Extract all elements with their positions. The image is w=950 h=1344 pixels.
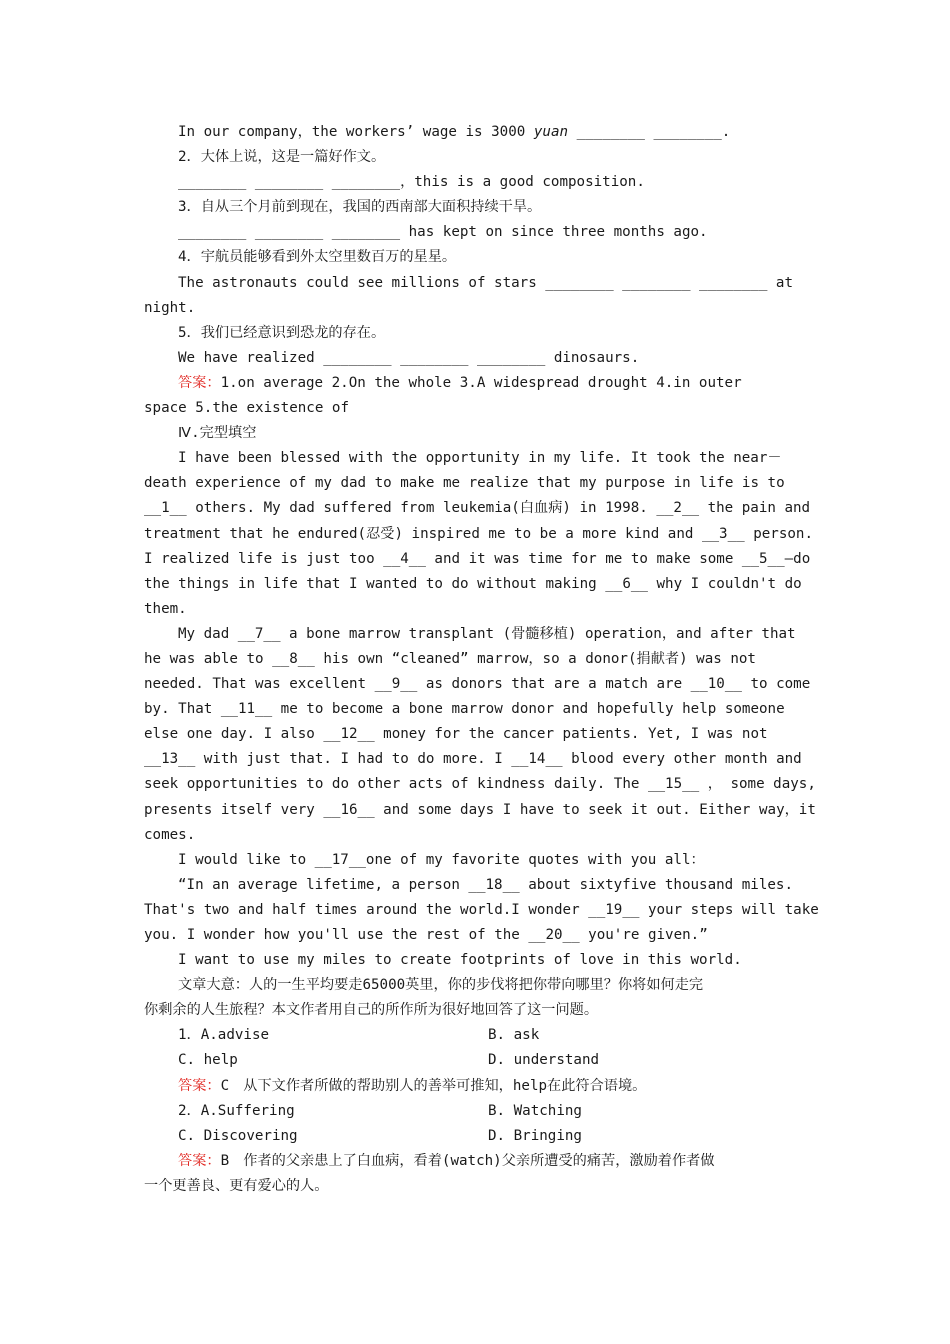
translation-answer-b: space 5.the existence of (144, 400, 349, 417)
cloze-p2-line: by. That __11__ me to become a bone marrow donor and hopefully help someone (144, 701, 785, 718)
cloze-p1-line: treatment that he endured(忍受) inspired me to be a more kind and __3__ person. (144, 525, 813, 542)
summary-line-b: 你剩余的人生旅程？本文作者用自己的所作所为很好地回答了这一问题。 (144, 1002, 599, 1019)
cloze-heading: Ⅳ.完型填空 (178, 425, 257, 442)
cloze-p2-line: he was able to __8__ his own “cleaned” marrow，so a donor(捐献者) was not (144, 650, 756, 667)
question-2-chinese: 2．大体上说，这是一篇好作文。 (178, 149, 386, 166)
question-2-options-cd (144, 1124, 808, 1149)
cloze-p1-line: I realized life is just too __4__ and it was time for me to make some __5__—do (144, 550, 811, 567)
cloze-p4-line: That's two and half times around the world.I wonder __19__ your steps will take (144, 901, 819, 918)
option-a: 1．A.advise (178, 1027, 270, 1044)
cloze-p1-line: death experience of my dad to make me realize that my purpose in life is to (144, 475, 785, 492)
summary-line-a: 文章大意：人的一生平均要走65000英里，你的步伐将把你带向哪里？你将如何走完 (178, 977, 704, 994)
answer-label: 答案： (178, 1077, 221, 1094)
answer-label: 答案： (178, 374, 221, 391)
cloze-p2-line: needed. That was excellent __9__ as donors that are a match are __10__ to come (144, 676, 811, 693)
question-1-options-ab (144, 1023, 808, 1048)
cloze-p1-line: them. (144, 600, 187, 617)
cloze-p1-line: the things in life that I wanted to do without making __6__ why I couldn't do (144, 575, 802, 592)
cloze-p2-line: My dad __7__ a bone marrow transplant (骨髓移植) operation，and after that (178, 625, 796, 642)
question-5-chinese: 5．我们已经意识到恐龙的存在。 (178, 324, 386, 341)
question-3-chinese: 3．自从三个月前到现在，我国的西南部大面积持续干旱。 (178, 199, 542, 216)
translation-answer-a: 答案：1.on average 2.On the whole 3.A widespread drought 4.in outer (178, 374, 742, 391)
cloze-p4-line: you. I wonder how you'll use the rest of the __20__ you're given.” (144, 927, 708, 943)
question-1-answer: 答案：C 从下文作者所做的帮助别人的善举可推知，help在此符合语境。 (178, 1077, 647, 1094)
question-2-answer-b: 一个更善良、更有爱心的人。 (144, 1177, 329, 1194)
question-2-options-ab (144, 1099, 808, 1124)
option-a: 2．A.Suffering (178, 1102, 295, 1119)
option-c: C. Discovering (178, 1127, 298, 1144)
cloze-p4-line: “In an average lifetime, a person __18__ about sixtyfive thousand miles. (178, 876, 793, 893)
cloze-p3-line: I would like to __17__one of my favorite quotes with you all： (178, 851, 705, 868)
option-b: B. ask (488, 1027, 540, 1044)
cloze-p2-line: seek opportunities to do other acts of kindness daily. The __15__ ， some days, (144, 776, 816, 793)
option-b: B. Watching (488, 1102, 582, 1119)
question-2-answer-a: 答案：B 作者的父亲患上了白血病，看着(watch)父亲所遭受的痛苦，激励着作者做 (178, 1152, 715, 1169)
cloze-p1-line: I have been blessed with the opportunity in my life. It took the near－ (178, 450, 782, 467)
option-d: D. understand (488, 1052, 600, 1069)
cloze-p5-line: I want to use my miles to create footprints of love in this world. (178, 952, 742, 969)
cloze-p1-line: __1__ others. My dad suffered from leukemia(白血病) in 1998. __2__ the pain and (144, 500, 811, 517)
question-1-options-cd (144, 1048, 808, 1073)
cloze-p2-line: else one day. I also __12__ money for the cancer patients. Yet, I was not (144, 726, 768, 743)
translation-line-1: In our company，the workers’ wage is 3000 yuan ________ ________. (178, 124, 731, 140)
question-5-english: We have realized ________ ________ ________ dinosaurs. (178, 349, 640, 366)
question-4-english-b: night. (144, 299, 196, 316)
option-c: C. help (178, 1052, 238, 1069)
question-2-english: ________ ________ ________，this is a good composition. (178, 174, 645, 191)
question-4-chinese: 4．宇航员能够看到外太空里数百万的星星。 (178, 249, 457, 266)
cloze-p2-line: comes. (144, 826, 196, 843)
yuan-italic: yuan (533, 124, 569, 140)
cloze-p2-line: __13__ with just that. I had to do more. I __14__ blood every other month and (144, 751, 802, 768)
document-page (144, 120, 819, 1199)
cloze-p2-line: presents itself very __16__ and some days I have to seek it out. Either way，it (144, 801, 816, 818)
question-4-english-a: The astronauts could see millions of stars ________ ________ ________ at (178, 274, 793, 291)
option-d: D. Bringing (488, 1127, 582, 1144)
question-3-english: ________ ________ ________ has kept on since three months ago. (178, 224, 708, 241)
answer-label: 答案： (178, 1152, 221, 1169)
